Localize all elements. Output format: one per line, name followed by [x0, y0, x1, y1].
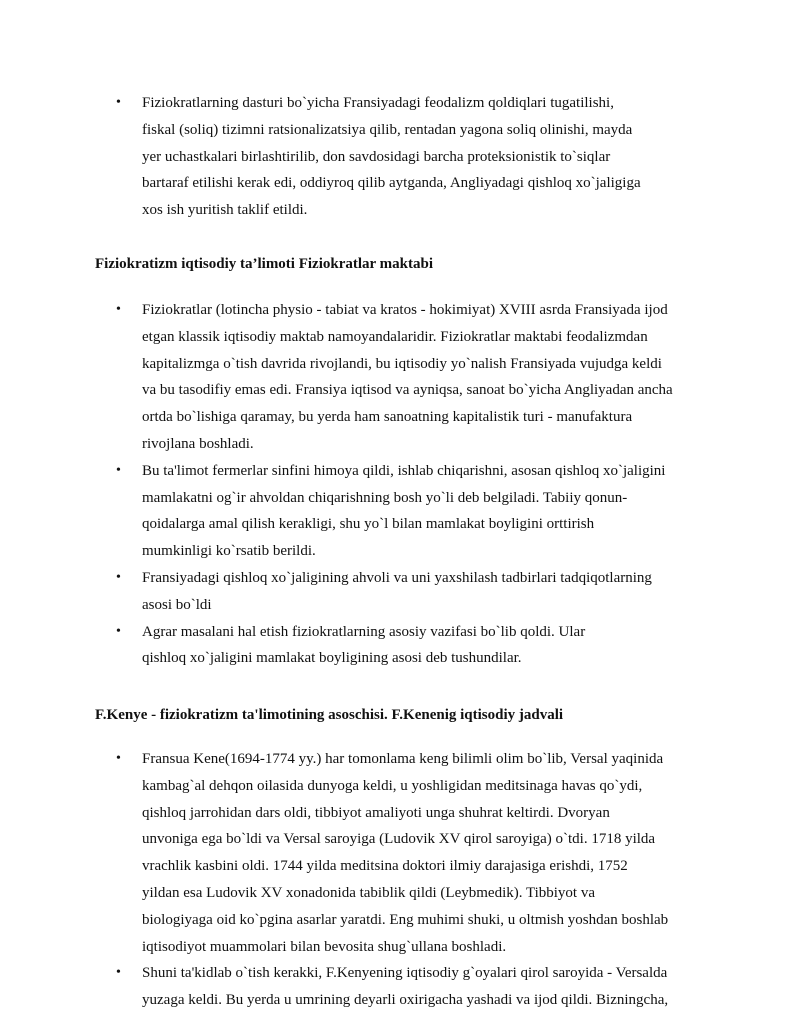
- list-item: [0, 746, 800, 960]
- paragraph-line: kapitalizmga o`tish davrida rivojlandi, bu iqtisodiy yo`nalish Fransiyada vujudga keldi: [142, 355, 662, 372]
- list-item: [0, 960, 800, 1014]
- paragraph-line: qishloq xo`jaligini mamlakat boyligining asosi deb tushundilar.: [142, 650, 522, 667]
- paragraph-line: vrachlik kasbini oldi. 1744 yilda meditsina doktori ilmiy darajasiga erishdi, 1752: [142, 858, 628, 875]
- paragraph-line: bartaraf etilishi kerak edi, oddiyroq qilib aytganda, Angliyadagi qishloq xo`jaligiga: [142, 175, 641, 192]
- paragraph-line: yuzaga keldi. Bu yerda u umrining deyarli oxirigacha yashadi va ijod qildi. Bizningcha,: [142, 992, 669, 1009]
- section-heading-kenye: F.Kenye - fiziokratizm ta'limotining asoschisi. F.Kenenig iqtisodiy jadvali: [95, 707, 564, 723]
- paragraph-line: qoidalarga amal qilish kerakligi, shu yo`l bilan mamlakat boyligini orttirish: [142, 516, 595, 533]
- paragraph-line: biologiyaga oid ko`pgina asarlar yaratdi. Eng muhimi shuki, u oltmish yoshdan boshlab: [142, 911, 669, 928]
- section-heading-fiziokratizm: Fiziokratizm iqtisodiy ta’limoti Fiziokratlar maktabi: [95, 256, 434, 272]
- list-item: [0, 90, 800, 224]
- paragraph-line: Shuni ta'kidlab o`tish kerakki, F.Kenyening iqtisodiy g`oyalari qirol saroyida - Versalda: [142, 965, 668, 982]
- paragraph-line: rivojlana boshladi.: [142, 435, 254, 452]
- paragraph-line: etgan klassik iqtisodiy maktab namoyandalaridir. Fiziokratlar maktabi feodalizmdan: [142, 328, 648, 345]
- bullet-icon: •: [116, 751, 121, 766]
- list-item: [0, 458, 800, 565]
- paragraph-line: Fiziokratlarning dasturi bo`yicha Fransiyadagi feodalizm qoldiqlari tugatilishi,: [142, 95, 614, 111]
- bullet-icon: •: [116, 95, 121, 110]
- paragraph-line: yer uchastkalari birlashtirilib, don savdosidagi barcha proteksionistik to`siqlar: [142, 148, 611, 165]
- kenye-bullet-list: [0, 746, 800, 1014]
- list-item: [0, 297, 800, 458]
- paragraph-line: va bu tasodifiy emas edi. Fransiya iqtisod va ayniqsa, sanoat bo`yicha Angliyadan ancha: [142, 382, 673, 399]
- paragraph-line: Fransiyadagi qishloq xo`jaligining ahvoli va uni yaxshilash tadbirlari tadqiqotlarning: [142, 569, 652, 586]
- bullet-icon: •: [116, 569, 121, 585]
- paragraph-line: fiskal (soliq) tizimni ratsionalizatsiya qilib, rentadan yagona soliq olinishi, mayda: [142, 121, 633, 138]
- paragraph-line: Bu ta'limot fermerlar sinfini himoya qildi, ishlab chiqarishni, asosan qishloq xo`jaligini: [142, 462, 666, 479]
- bullet-icon: •: [116, 623, 121, 639]
- bullet-icon: •: [116, 965, 121, 981]
- fiziokratlar-bullet-list: [0, 297, 800, 672]
- paragraph-line: asosi bo`ldi: [142, 596, 212, 613]
- paragraph-line: yildan esa Ludovik XV xonadonida tabiblik qildi (Leybmedik). Tibbiyot va: [142, 884, 596, 901]
- bullet-icon: •: [116, 462, 121, 478]
- paragraph-line: iqtisodiyot muammolari bilan bevosita shug`ullana boshladi.: [142, 938, 507, 955]
- paragraph-line: unvoniga ega bo`ldi va Versal saroyiga (Ludovik XV qirol saroyiga) o`tdi. 1718 yilda: [142, 831, 656, 848]
- paragraph-line: Agrar masalani hal etish fiziokratlarning asosiy vazifasi bo`lib qoldi. Ular: [142, 623, 586, 640]
- bullet-icon: •: [116, 302, 121, 317]
- paragraph-line: ortda bo`lishiga qaramay, bu yerda ham sanoatning kapitalistik turi - manufaktura: [142, 409, 633, 426]
- intro-bullet-list: [0, 90, 800, 224]
- list-item: [0, 565, 800, 619]
- paragraph-line: Fiziokratlar (lotincha physio - tabiat va kratos - hokimiyat) XVIII asrda Fransiyada ijod: [142, 302, 668, 318]
- paragraph-line: kambag`al dehqon oilasida dunyoga keldi, u yoshligidan meditsinaga havas qo`ydi,: [142, 777, 643, 794]
- paragraph-line: mamlakatni og`ir ahvoldan chiqarishning bosh yo`li deb belgiladi. Tabiiy qonun-: [142, 489, 628, 506]
- list-item: [0, 619, 800, 673]
- paragraph-line: mumkinligi ko`rsatib berildi.: [142, 543, 316, 560]
- paragraph-line: qishloq jarrohidan dars oldi, tibbiyot amaliyoti unga shuhrat keltirdi. Dvoryan: [142, 804, 610, 821]
- paragraph-line: xos ish yuritish taklif etildi.: [142, 202, 308, 219]
- paragraph-line: Fransua Kene(1694-1774 yy.) har tomonlama keng bilimli olim bo`lib, Versal yaqinida: [142, 751, 664, 767]
